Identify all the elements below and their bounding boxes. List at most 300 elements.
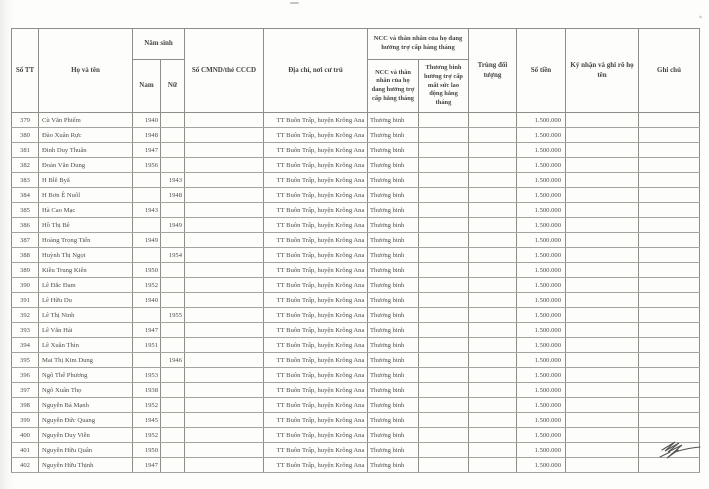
cell-name: Nguyễn Hữu Quân: [39, 443, 133, 458]
cell-sign: [566, 203, 639, 218]
cell-tb: [419, 248, 469, 263]
table-row: [12, 113, 700, 128]
cell-ncc: Thương binh: [368, 128, 419, 143]
cell-nam: 1943: [133, 203, 161, 218]
table-row: [12, 263, 700, 278]
header-name: Họ và tên: [39, 29, 133, 113]
cell-tb: [419, 413, 469, 428]
cell-cmnd: [185, 203, 264, 218]
cell-nam: 1949: [133, 233, 161, 248]
table-row: [12, 443, 700, 458]
cell-stt: 379: [12, 113, 39, 128]
cell-amount: 1.500.000: [517, 323, 566, 338]
header-birth-female: Nữ: [161, 60, 185, 113]
cell-name: Lê Xuân Thìn: [39, 338, 133, 353]
cell-nu: [161, 233, 185, 248]
cell-stt: 392: [12, 308, 39, 323]
cell-sign: [566, 413, 639, 428]
cell-trung: [469, 188, 517, 203]
cell-name: Ngô Thế Phương: [39, 368, 133, 383]
cell-cmnd: [185, 308, 264, 323]
table-row: [12, 128, 700, 143]
scan-artifact-speck: [699, 15, 703, 18]
header-birth-group: Năm sinh: [133, 29, 185, 60]
cell-tb: [419, 428, 469, 443]
cell-stt: 396: [12, 368, 39, 383]
cell-address: TT Buôn Trấp, huyện Krông Ana: [264, 398, 368, 413]
cell-cmnd: [185, 398, 264, 413]
cell-trung: [469, 338, 517, 353]
cell-amount: 1.500.000: [517, 413, 566, 428]
cell-nam: 1952: [133, 398, 161, 413]
cell-stt: 394: [12, 338, 39, 353]
cell-nu: [161, 338, 185, 353]
cell-address: TT Buôn Trấp, huyện Krông Ana: [264, 158, 368, 173]
cell-nam: 1945: [133, 413, 161, 428]
cell-ncc: Thương binh: [368, 188, 419, 203]
cell-cmnd: [185, 458, 264, 473]
cell-sign: [566, 443, 639, 458]
table-row: [12, 383, 700, 398]
cell-trung: [469, 428, 517, 443]
cell-address: TT Buôn Trấp, huyện Krông Ana: [264, 128, 368, 143]
cell-address: TT Buôn Trấp, huyện Krông Ana: [264, 458, 368, 473]
cell-nam: 1953: [133, 368, 161, 383]
cell-tb: [419, 338, 469, 353]
table-body: [12, 113, 700, 473]
cell-amount: 1.500.000: [517, 353, 566, 368]
cell-nu: [161, 428, 185, 443]
cell-stt: 385: [12, 203, 39, 218]
cell-amount: 1.500.000: [517, 398, 566, 413]
cell-sign: [566, 338, 639, 353]
cell-cmnd: [185, 293, 264, 308]
cell-note: [639, 413, 700, 428]
cell-trung: [469, 128, 517, 143]
cell-nu: [161, 158, 185, 173]
table-row: [12, 338, 700, 353]
header-birth-male: Nam: [133, 60, 161, 113]
header-stt: Số TT: [12, 29, 39, 113]
cell-amount: 1.500.000: [517, 278, 566, 293]
cell-name: Nguyễn Đức Quang: [39, 413, 133, 428]
cell-address: TT Buôn Trấp, huyện Krông Ana: [264, 113, 368, 128]
cell-name: Lê Văn Hải: [39, 323, 133, 338]
cell-note: [639, 203, 700, 218]
cell-stt: 391: [12, 293, 39, 308]
cell-trung: [469, 323, 517, 338]
cell-trung: [469, 278, 517, 293]
cell-address: TT Buôn Trấp, huyện Krông Ana: [264, 353, 368, 368]
cell-nu: 1943: [161, 173, 185, 188]
cell-ncc: Thương binh: [368, 368, 419, 383]
cell-name: Lê Đắc Đam: [39, 278, 133, 293]
cell-ncc: Thương binh: [368, 233, 419, 248]
header-signature: Ký nhận và ghi rõ họ tên: [566, 29, 639, 113]
cell-nam: 1952: [133, 278, 161, 293]
table-row: [12, 278, 700, 293]
cell-trung: [469, 113, 517, 128]
cell-cmnd: [185, 323, 264, 338]
cell-ncc: Thương binh: [368, 338, 419, 353]
cell-note: [639, 368, 700, 383]
cell-cmnd: [185, 428, 264, 443]
cell-sign: [566, 368, 639, 383]
cell-trung: [469, 233, 517, 248]
cell-cmnd: [185, 278, 264, 293]
table-row: [12, 428, 700, 443]
cell-stt: 386: [12, 218, 39, 233]
cell-tb: [419, 293, 469, 308]
cell-nam: [133, 218, 161, 233]
table-row: [12, 323, 700, 338]
cell-ncc: Thương binh: [368, 353, 419, 368]
cell-address: TT Buôn Trấp, huyện Krông Ana: [264, 413, 368, 428]
cell-address: TT Buôn Trấp, huyện Krông Ana: [264, 368, 368, 383]
cell-note: [639, 263, 700, 278]
cell-nam: 1940: [133, 293, 161, 308]
cell-stt: 399: [12, 413, 39, 428]
cell-address: TT Buôn Trấp, huyện Krông Ana: [264, 233, 368, 248]
cell-note: [639, 323, 700, 338]
cell-cmnd: [185, 143, 264, 158]
table-row: [12, 398, 700, 413]
cell-nu: [161, 263, 185, 278]
beneficiary-table: [11, 28, 700, 473]
cell-amount: 1.500.000: [517, 173, 566, 188]
cell-nu: [161, 323, 185, 338]
cell-trung: [469, 248, 517, 263]
cell-tb: [419, 308, 469, 323]
cell-note: [639, 308, 700, 323]
cell-trung: [469, 383, 517, 398]
cell-nu: [161, 458, 185, 473]
cell-cmnd: [185, 173, 264, 188]
cell-stt: 390: [12, 278, 39, 293]
cell-nu: 1946: [161, 353, 185, 368]
cell-address: TT Buôn Trấp, huyện Krông Ana: [264, 263, 368, 278]
header-id-number: Số CMND/thẻ CCCD: [185, 29, 264, 113]
table-row: [12, 203, 700, 218]
cell-nu: [161, 203, 185, 218]
cell-note: [639, 383, 700, 398]
cell-name: Nguyễn Duy Viễn: [39, 428, 133, 443]
cell-tb: [419, 158, 469, 173]
cell-sign: [566, 158, 639, 173]
cell-address: TT Buôn Trấp, huyện Krông Ana: [264, 428, 368, 443]
cell-name: Hà Cao Mạc: [39, 203, 133, 218]
cell-nu: [161, 413, 185, 428]
cell-stt: 400: [12, 428, 39, 443]
cell-address: TT Buôn Trấp, huyện Krông Ana: [264, 323, 368, 338]
cell-note: [639, 233, 700, 248]
cell-amount: 1.500.000: [517, 143, 566, 158]
cell-ncc: Thương binh: [368, 398, 419, 413]
cell-ncc: Thương binh: [368, 158, 419, 173]
cell-cmnd: [185, 383, 264, 398]
cell-cmnd: [185, 353, 264, 368]
cell-tb: [419, 188, 469, 203]
cell-name: Mai Thị Kim Dung: [39, 353, 133, 368]
cell-note: [639, 338, 700, 353]
cell-nam: 1956: [133, 158, 161, 173]
cell-amount: 1.500.000: [517, 368, 566, 383]
cell-stt: 387: [12, 233, 39, 248]
cell-stt: 401: [12, 443, 39, 458]
cell-cmnd: [185, 368, 264, 383]
cell-note: [639, 293, 700, 308]
header-amount: Số tiền: [517, 29, 566, 113]
cell-amount: 1.500.000: [517, 263, 566, 278]
signature-scribble: [648, 435, 704, 465]
cell-ncc: Thương binh: [368, 428, 419, 443]
cell-trung: [469, 368, 517, 383]
cell-nam: 1952: [133, 428, 161, 443]
cell-trung: [469, 173, 517, 188]
cell-tb: [419, 383, 469, 398]
cell-nam: [133, 188, 161, 203]
cell-tb: [419, 278, 469, 293]
cell-sign: [566, 173, 639, 188]
cell-nam: 1948: [133, 128, 161, 143]
table-row: [12, 218, 700, 233]
cell-cmnd: [185, 338, 264, 353]
cell-cmnd: [185, 158, 264, 173]
cell-stt: 388: [12, 248, 39, 263]
cell-cmnd: [185, 218, 264, 233]
cell-address: TT Buôn Trấp, huyện Krông Ana: [264, 338, 368, 353]
cell-nam: 1951: [133, 338, 161, 353]
cell-amount: 1.500.000: [517, 458, 566, 473]
cell-name: Huỳnh Thị Ngọt: [39, 248, 133, 263]
cell-trung: [469, 143, 517, 158]
cell-sign: [566, 353, 639, 368]
cell-tb: [419, 173, 469, 188]
cell-sign: [566, 323, 639, 338]
cell-stt: 382: [12, 158, 39, 173]
cell-trung: [469, 158, 517, 173]
cell-sign: [566, 383, 639, 398]
cell-name: Kiều Trung Kiên: [39, 263, 133, 278]
cell-name: Đoàn Văn Dung: [39, 158, 133, 173]
cell-nam: [133, 173, 161, 188]
cell-ncc: Thương binh: [368, 203, 419, 218]
header-ncc-sub2: Thương binh hưởng trợ cấp mất sức lao động hằng tháng: [419, 60, 469, 113]
table-row: [12, 158, 700, 173]
cell-cmnd: [185, 113, 264, 128]
cell-tb: [419, 323, 469, 338]
cell-amount: 1.500.000: [517, 218, 566, 233]
cell-stt: 383: [12, 173, 39, 188]
cell-name: H Bơn Ê Nuôl: [39, 188, 133, 203]
table-row: [12, 188, 700, 203]
table-row: [12, 413, 700, 428]
cell-sign: [566, 458, 639, 473]
cell-amount: 1.500.000: [517, 308, 566, 323]
cell-sign: [566, 113, 639, 128]
cell-ncc: Thương binh: [368, 218, 419, 233]
cell-ncc: Thương binh: [368, 323, 419, 338]
cell-note: [639, 173, 700, 188]
cell-nam: 1940: [133, 113, 161, 128]
cell-trung: [469, 353, 517, 368]
cell-nam: [133, 353, 161, 368]
cell-tb: [419, 398, 469, 413]
cell-trung: [469, 398, 517, 413]
cell-nam: 1947: [133, 143, 161, 158]
cell-ncc: Thương binh: [368, 383, 419, 398]
header-duplicate: Trùng đối tượng: [469, 29, 517, 113]
cell-tb: [419, 263, 469, 278]
cell-sign: [566, 128, 639, 143]
table-row: [12, 308, 700, 323]
cell-address: TT Buôn Trấp, huyện Krông Ana: [264, 203, 368, 218]
cell-sign: [566, 233, 639, 248]
cell-trung: [469, 293, 517, 308]
cell-nu: [161, 443, 185, 458]
cell-name: Lê Thị Ninh: [39, 308, 133, 323]
cell-nu: 1949: [161, 218, 185, 233]
header-ncc-group: NCC và thân nhân của họ đang hưởng trợ cấp hàng tháng: [368, 29, 469, 60]
cell-nu: [161, 293, 185, 308]
table-row: [12, 233, 700, 248]
cell-name: Ngô Xuân Thọ: [39, 383, 133, 398]
cell-tb: [419, 128, 469, 143]
cell-note: [639, 398, 700, 413]
cell-sign: [566, 398, 639, 413]
cell-cmnd: [185, 188, 264, 203]
cell-sign: [566, 293, 639, 308]
cell-amount: 1.500.000: [517, 113, 566, 128]
cell-nam: 1938: [133, 383, 161, 398]
cell-trung: [469, 458, 517, 473]
cell-tb: [419, 443, 469, 458]
cell-trung: [469, 263, 517, 278]
cell-nam: 1947: [133, 458, 161, 473]
table-row: [12, 293, 700, 308]
cell-address: TT Buôn Trấp, huyện Krông Ana: [264, 173, 368, 188]
cell-ncc: Thương binh: [368, 443, 419, 458]
cell-amount: 1.500.000: [517, 338, 566, 353]
table-row: [12, 353, 700, 368]
cell-note: [639, 218, 700, 233]
header-ncc-sub1: NCC và thân nhân của họ đang hưởng trợ cấp hằng tháng: [368, 60, 419, 113]
cell-note: [639, 353, 700, 368]
cell-note: [639, 113, 700, 128]
cell-note: [639, 188, 700, 203]
cell-nu: 1948: [161, 188, 185, 203]
cell-stt: 398: [12, 398, 39, 413]
cell-sign: [566, 308, 639, 323]
cell-address: TT Buôn Trấp, huyện Krông Ana: [264, 218, 368, 233]
header-note: Ghi chú: [639, 29, 700, 113]
cell-amount: 1.500.000: [517, 158, 566, 173]
cell-cmnd: [185, 128, 264, 143]
cell-nu: [161, 278, 185, 293]
cell-sign: [566, 428, 639, 443]
table-row: [12, 368, 700, 383]
cell-address: TT Buôn Trấp, huyện Krông Ana: [264, 188, 368, 203]
cell-amount: 1.500.000: [517, 293, 566, 308]
cell-address: TT Buôn Trấp, huyện Krông Ana: [264, 293, 368, 308]
cell-ncc: Thương binh: [368, 308, 419, 323]
cell-stt: 389: [12, 263, 39, 278]
cell-nam: 1950: [133, 443, 161, 458]
cell-nu: [161, 143, 185, 158]
cell-ncc: Thương binh: [368, 173, 419, 188]
cell-nam: 1950: [133, 263, 161, 278]
cell-note: [639, 278, 700, 293]
cell-amount: 1.500.000: [517, 203, 566, 218]
cell-nu: 1955: [161, 308, 185, 323]
cell-amount: 1.500.000: [517, 443, 566, 458]
scan-artifact-dash: [290, 2, 299, 4]
cell-ncc: Thương binh: [368, 293, 419, 308]
cell-stt: 393: [12, 323, 39, 338]
cell-cmnd: [185, 263, 264, 278]
cell-nam: [133, 248, 161, 263]
cell-stt: 380: [12, 128, 39, 143]
cell-nu: [161, 398, 185, 413]
cell-stt: 397: [12, 383, 39, 398]
cell-ncc: Thương binh: [368, 458, 419, 473]
cell-name: Cù Văn Phiếm: [39, 113, 133, 128]
cell-nam: 1947: [133, 323, 161, 338]
cell-nu: [161, 128, 185, 143]
table-row: [12, 173, 700, 188]
cell-name: Đào Xuân Rực: [39, 128, 133, 143]
cell-address: TT Buôn Trấp, huyện Krông Ana: [264, 383, 368, 398]
cell-amount: 1.500.000: [517, 128, 566, 143]
cell-ncc: Thương binh: [368, 113, 419, 128]
cell-nu: 1954: [161, 248, 185, 263]
cell-name: Nguyễn Hữu Thịnh: [39, 458, 133, 473]
cell-note: [639, 143, 700, 158]
cell-ncc: Thương binh: [368, 413, 419, 428]
cell-trung: [469, 308, 517, 323]
cell-stt: 384: [12, 188, 39, 203]
cell-address: TT Buôn Trấp, huyện Krông Ana: [264, 143, 368, 158]
cell-amount: 1.500.000: [517, 248, 566, 263]
table-header: [12, 29, 700, 113]
cell-tb: [419, 233, 469, 248]
cell-note: [639, 128, 700, 143]
cell-address: TT Buôn Trấp, huyện Krông Ana: [264, 443, 368, 458]
cell-address: TT Buôn Trấp, huyện Krông Ana: [264, 278, 368, 293]
cell-sign: [566, 248, 639, 263]
cell-amount: 1.500.000: [517, 383, 566, 398]
cell-tb: [419, 368, 469, 383]
cell-ncc: Thương binh: [368, 278, 419, 293]
cell-note: [639, 248, 700, 263]
cell-nu: [161, 113, 185, 128]
cell-name: Nguyễn Bá Mạnh: [39, 398, 133, 413]
cell-tb: [419, 113, 469, 128]
cell-name: Lê Hữu Du: [39, 293, 133, 308]
cell-ncc: Thương binh: [368, 248, 419, 263]
table-row: [12, 248, 700, 263]
cell-nu: [161, 383, 185, 398]
cell-sign: [566, 278, 639, 293]
cell-trung: [469, 218, 517, 233]
header-address: Địa chỉ, nơi cư trú: [264, 29, 368, 113]
cell-name: Hồ Thị Bê: [39, 218, 133, 233]
cell-address: TT Buôn Trấp, huyện Krông Ana: [264, 308, 368, 323]
cell-cmnd: [185, 248, 264, 263]
cell-note: [639, 158, 700, 173]
cell-sign: [566, 143, 639, 158]
cell-stt: 402: [12, 458, 39, 473]
